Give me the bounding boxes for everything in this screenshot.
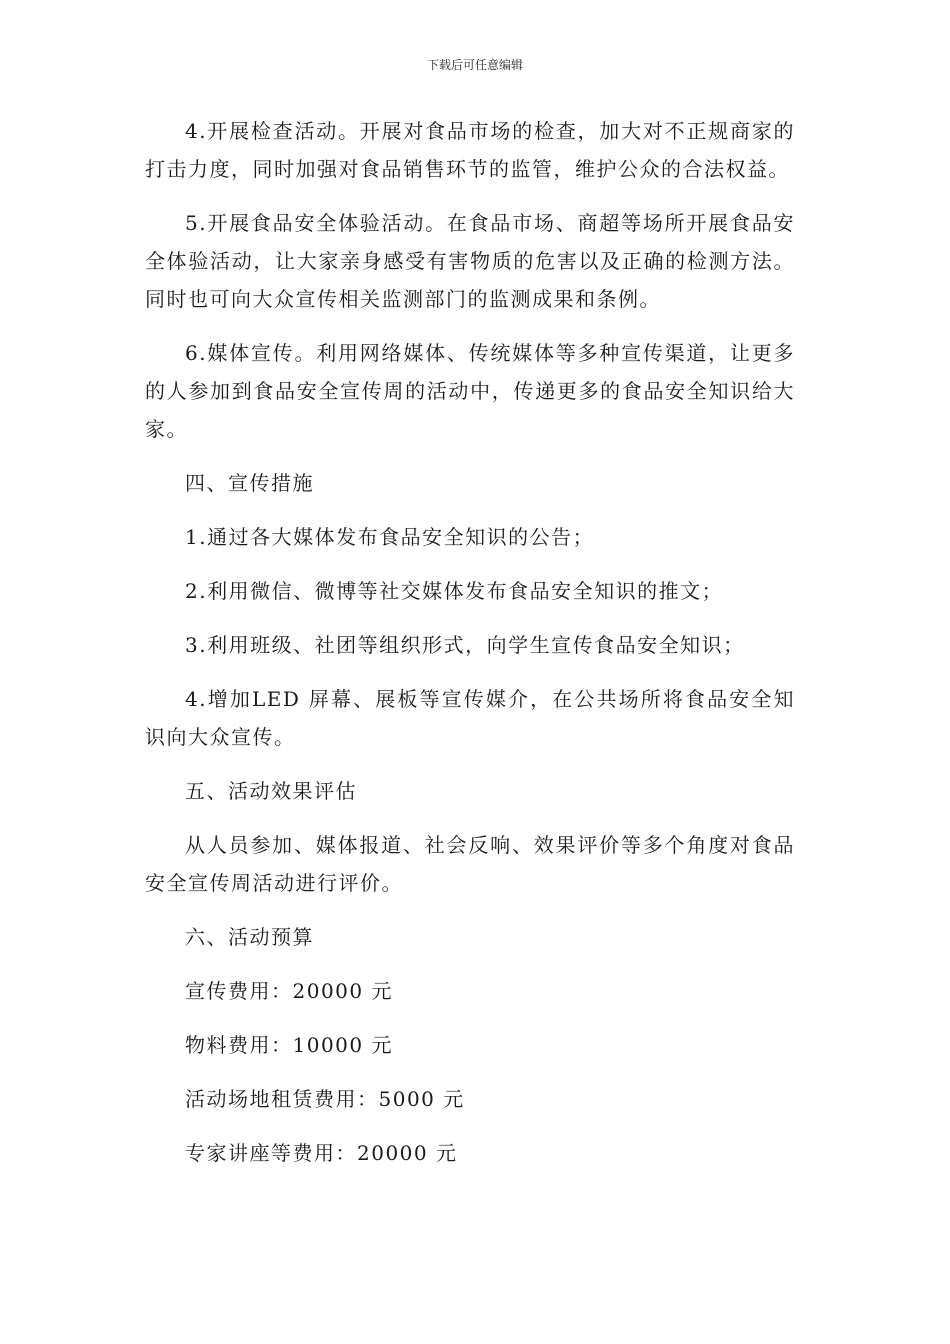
document-body (145, 112, 795, 1188)
page-header: 下载后可任意编辑 (426, 58, 523, 72)
measure-item-3: 3.利用班级、社团等组织形式，向学生宣传食品安全知识； (185, 633, 745, 657)
budget-item-venue: 活动场地租赁费用：5000 元 (185, 1087, 465, 1111)
measure-item-2: 2.利用微信、微博等社交媒体发布食品安全知识的推文； (185, 579, 724, 603)
section-heading-evaluation: 五、活动效果评估 (185, 779, 357, 803)
paragraph-inspection-activity: 4.开展检查活动。开展对食品市场的检查，加大对不正规商家的打击力度，同时加强对食品销售环节的监管，维护公众的合法权益。 (145, 119, 795, 181)
measure-item-1: 1.通过各大媒体发布食品安全知识的公告； (185, 525, 595, 549)
budget-item-publicity: 宣传费用：20000 元 (185, 979, 393, 1003)
section-heading-measures: 四、宣传措施 (185, 471, 314, 495)
paragraph-experience-activity: 5.开展食品安全体验活动。在食品市场、商超等场所开展食品安全体验活动，让大家亲身感受有害物质的危害以及正确的检测方法。同时也可向大众宣传相关监测部门的监测成果和条例。 (145, 211, 795, 311)
budget-item-lectures: 专家讲座等费用：20000 元 (185, 1141, 458, 1165)
budget-item-materials: 物料费用：10000 元 (185, 1033, 393, 1057)
measure-item-4: 4.增加LED 屏幕、展板等宣传媒介，在公共场所将食品安全知识向大众宣传。 (145, 687, 795, 749)
paragraph-media-publicity: 6.媒体宣传。利用网络媒体、传统媒体等多种宣传渠道，让更多的人参加到食品安全宣传周的活动中，传递更多的食品安全知识给大家。 (145, 341, 795, 441)
section-heading-budget: 六、活动预算 (185, 925, 314, 949)
paragraph-evaluation: 从人员参加、媒体报道、社会反响、效果评价等多个角度对食品安全宣传周活动进行评价。 (145, 833, 795, 895)
